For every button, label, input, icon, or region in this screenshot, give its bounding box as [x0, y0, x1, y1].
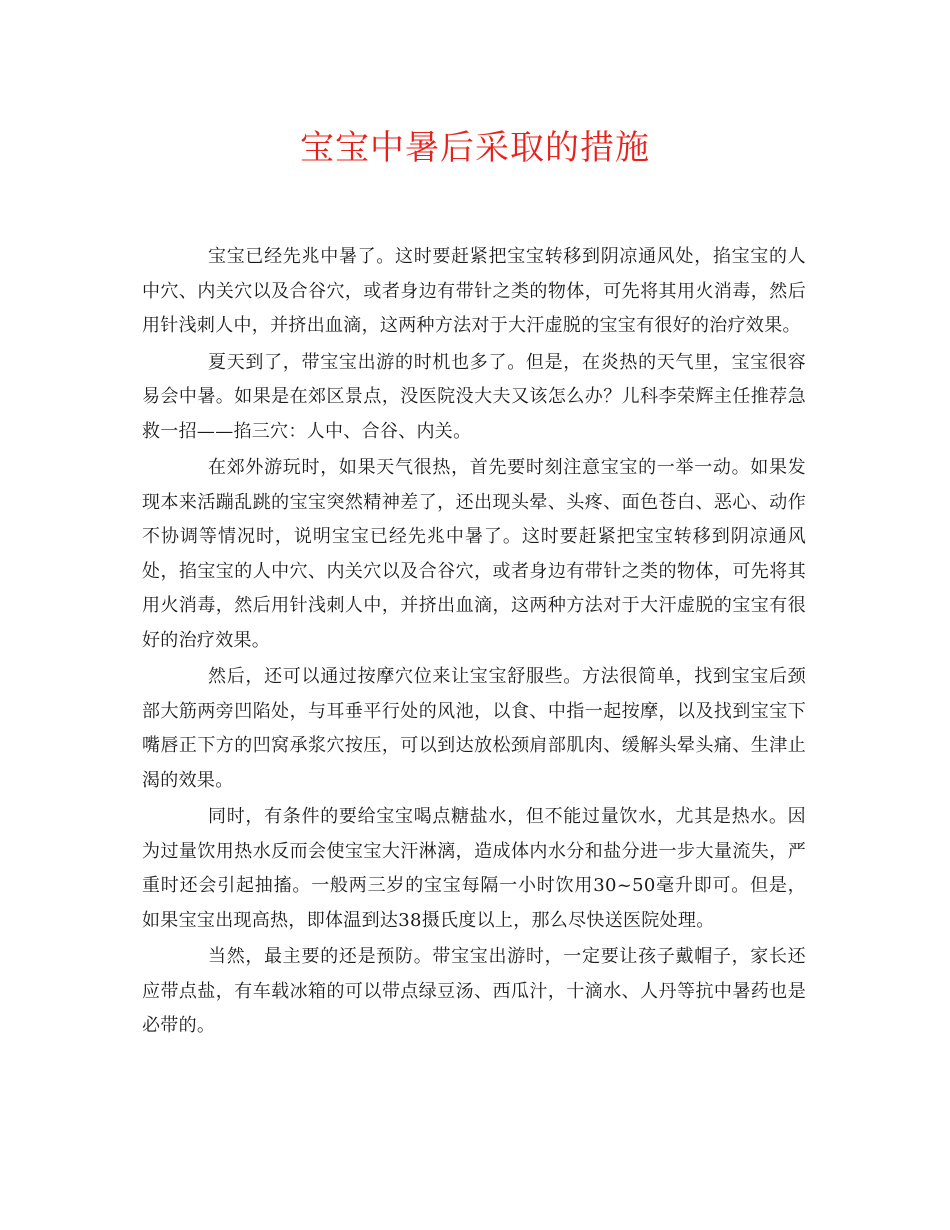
paragraph-3: 在郊外游玩时，如果天气很热，首先要时刻注意宝宝的一举一动。如果发现本来活蹦乱跳的宝宝突然精神差了，还出现头晕、头疼、面色苍白、恶心、动作不协调等情况时，说明宝宝已经先兆中暑了。这时要赶紧把宝宝转移到阴凉通风处，掐宝宝的人中穴、内关穴以及合谷穴，或者身边有带针之类的物体，可先将其用火消毒，然后用针浅刺人中，并挤出血滴，这两种方法对于大汗虚脱的宝宝有很好的治疗效果。 — [142, 457, 806, 651]
paragraph-6: 当然，最主要的还是预防。带宝宝出游时，一定要让孩子戴帽子，家长还应带点盐，有车载冰箱的可以带点绿豆汤、西瓜汁，十滴水、人丹等抗中暑药也是必带的。 — [142, 946, 806, 1036]
page-title: 宝宝中暑后采取的措施 — [300, 128, 650, 168]
paragraph-5: 同时，有条件的要给宝宝喝点糖盐水，但不能过量饮水，尤其是热水。因为过量饮用热水反而会使宝宝大汗淋漓，造成体内水分和盐分进一步大量流失，严重时还会引起抽搐。一般两三岁的宝宝每隔一小时饮用30~50毫升即可。但是，如果宝宝出现高热，即体温到达38摄氏度以上，那么尽快送医院处理。 — [142, 806, 806, 931]
paragraph-1: 宝宝已经先兆中暑了。这时要赶紧把宝宝转移到阴凉通风处，掐宝宝的人中穴、内关穴以及合谷穴，或者身边有带针之类的物体，可先将其用火消毒，然后用针浅刺人中，并挤出血滴，这两种方法对于大汗虚脱的宝宝有很好的治疗效果。 — [142, 246, 806, 336]
article-body — [142, 240, 806, 1046]
paragraph-4: 然后，还可以通过按摩穴位来让宝宝舒服些。方法很简单，找到宝宝后颈部大筋两旁凹陷处，与耳垂平行处的风池，以食、中指一起按摩，以及找到宝宝下嘴唇正下方的凹窝承浆穴按压，可以到达放松颈肩部肌肉、缓解头晕头痛、生津止渴的效果。 — [142, 666, 806, 791]
paragraph-2: 夏天到了，带宝宝出游的时机也多了。但是，在炎热的天气里，宝宝很容易会中暑。如果是在郊区景点，没医院没大夫又该怎么办？儿科李荣辉主任推荐急救一招——掐三穴：人中、合谷、内关。 — [142, 351, 806, 442]
